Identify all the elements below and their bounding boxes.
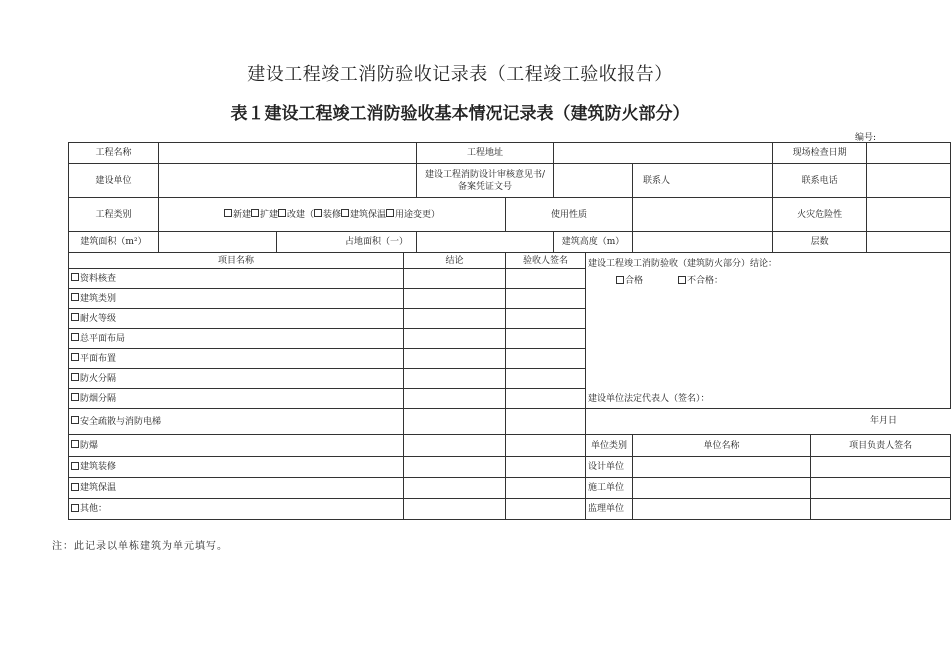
item-checkbox[interactable] bbox=[71, 440, 79, 448]
project-address-value[interactable] bbox=[554, 143, 773, 164]
building-height-value[interactable] bbox=[633, 232, 773, 253]
item-row bbox=[69, 309, 404, 329]
item-row bbox=[69, 435, 404, 457]
item-signature-cell[interactable] bbox=[506, 269, 586, 289]
item-signature-header: 验收人签名 bbox=[506, 253, 586, 269]
item-conclusion-cell[interactable] bbox=[404, 389, 506, 409]
item-row bbox=[69, 349, 404, 369]
use-nature-value[interactable] bbox=[633, 198, 773, 232]
insulation-checkbox[interactable] bbox=[341, 209, 349, 217]
item-checkbox[interactable] bbox=[71, 273, 79, 281]
item-name-header: 项目名称 bbox=[69, 253, 404, 269]
table-title: 表１建设工程竣工消防验收基本情况记录表（建筑防火部分） bbox=[230, 104, 690, 124]
item-signature-cell[interactable] bbox=[506, 457, 586, 478]
item-signature-cell[interactable] bbox=[506, 309, 586, 329]
item-conclusion-cell[interactable] bbox=[404, 369, 506, 389]
item-signature-cell[interactable] bbox=[506, 389, 586, 409]
decoration-option: 装修 bbox=[323, 209, 342, 220]
item-checkbox[interactable] bbox=[71, 483, 79, 491]
item-checkbox[interactable] bbox=[71, 373, 79, 381]
use-change-option: 用途变更） bbox=[395, 209, 441, 220]
item-row bbox=[69, 409, 404, 435]
construction-company-label: 施工单位 bbox=[586, 478, 633, 499]
unit-name-header: 单位名称 bbox=[633, 435, 811, 457]
item-conclusion-header: 结论 bbox=[404, 253, 506, 269]
item-row bbox=[69, 499, 404, 520]
item-checkbox[interactable] bbox=[71, 504, 79, 512]
item-label: 耐火等级 bbox=[80, 313, 117, 324]
acceptance-conclusion-block bbox=[586, 253, 951, 426]
pass-checkbox[interactable] bbox=[616, 276, 624, 284]
item-label: 建筑保温 bbox=[80, 483, 117, 493]
item-checkbox[interactable] bbox=[71, 416, 79, 424]
item-label: 资料核查 bbox=[80, 273, 117, 284]
fail-checkbox[interactable] bbox=[678, 276, 686, 284]
design-unit-label: 设计单位 bbox=[586, 457, 633, 478]
item-label: 防烟分隔 bbox=[80, 393, 117, 404]
construction-unit-label: 建设单位 bbox=[69, 164, 159, 198]
renovation-option: 改建（ bbox=[287, 209, 315, 220]
site-check-date-value[interactable] bbox=[867, 143, 951, 164]
item-label: 其他： bbox=[80, 504, 108, 514]
insulation-option: 建筑保温 bbox=[350, 209, 387, 220]
item-conclusion-cell[interactable] bbox=[404, 409, 506, 435]
item-checkbox[interactable] bbox=[71, 353, 79, 361]
fire-risk-value[interactable] bbox=[867, 198, 951, 232]
project-leader-signature-header: 项目负责人签名 bbox=[811, 435, 951, 457]
item-label: 建筑装修 bbox=[80, 462, 117, 472]
item-conclusion-cell[interactable] bbox=[404, 269, 506, 289]
item-conclusion-cell[interactable] bbox=[404, 457, 506, 478]
construction-company-name[interactable] bbox=[633, 478, 811, 499]
decoration-checkbox[interactable] bbox=[314, 209, 322, 217]
item-label: 平面布置 bbox=[80, 353, 117, 364]
project-type-label: 工程类别 bbox=[69, 198, 159, 232]
design-unit-name[interactable] bbox=[633, 457, 811, 478]
item-signature-cell[interactable] bbox=[506, 289, 586, 309]
acceptance-record-table bbox=[68, 142, 951, 520]
item-signature-cell[interactable] bbox=[506, 499, 586, 520]
expansion-checkbox[interactable] bbox=[251, 209, 259, 217]
item-row bbox=[69, 457, 404, 478]
item-label: 防爆 bbox=[80, 440, 99, 451]
item-signature-cell[interactable] bbox=[506, 435, 586, 457]
item-conclusion-cell[interactable] bbox=[404, 329, 506, 349]
item-row bbox=[69, 369, 404, 389]
item-signature-cell[interactable] bbox=[506, 329, 586, 349]
item-signature-cell[interactable] bbox=[506, 478, 586, 499]
item-checkbox[interactable] bbox=[71, 333, 79, 341]
item-row bbox=[69, 329, 404, 349]
item-conclusion-cell[interactable] bbox=[404, 478, 506, 499]
item-conclusion-cell[interactable] bbox=[404, 289, 506, 309]
project-name-value[interactable] bbox=[159, 143, 417, 164]
item-label: 安全疏散与消防电梯 bbox=[80, 416, 162, 427]
design-review-doc-label bbox=[417, 164, 554, 198]
construction-unit-value[interactable] bbox=[159, 164, 417, 198]
land-area-label: 占地面积（一） bbox=[277, 232, 417, 253]
item-row bbox=[69, 269, 404, 289]
conclusion-date: 年月日 bbox=[870, 416, 898, 426]
item-conclusion-cell[interactable] bbox=[404, 435, 506, 457]
use-change-checkbox[interactable] bbox=[386, 209, 394, 217]
item-signature-cell[interactable] bbox=[506, 369, 586, 389]
item-checkbox[interactable] bbox=[71, 313, 79, 321]
footnote: 注：此记录以单栋建筑为单元填写。 bbox=[52, 541, 228, 552]
supervision-unit-label: 监理单位 bbox=[586, 499, 633, 520]
building-area-value[interactable] bbox=[159, 232, 277, 253]
supervision-unit-name[interactable] bbox=[633, 499, 811, 520]
renovation-checkbox[interactable] bbox=[278, 209, 286, 217]
project-address-label: 工程地址 bbox=[417, 143, 554, 164]
expansion-option: 扩建 bbox=[259, 209, 278, 220]
legal-rep-signature-label: 建设单位法定代表人（签名）： bbox=[588, 394, 710, 404]
item-checkbox[interactable] bbox=[71, 393, 79, 401]
item-conclusion-cell[interactable] bbox=[404, 499, 506, 520]
fail-label: 不合格： bbox=[687, 276, 724, 286]
item-conclusion-cell[interactable] bbox=[404, 349, 506, 369]
fire-risk-label: 火灾危险性 bbox=[773, 198, 867, 232]
floors-label: 层数 bbox=[773, 232, 867, 253]
design-review-doc-line-2: 备案凭证文号 bbox=[458, 181, 513, 192]
new-build-checkbox[interactable] bbox=[224, 209, 232, 217]
building-area-label: 建筑面积（m²） bbox=[69, 232, 159, 253]
item-row bbox=[69, 289, 404, 309]
item-signature-cell[interactable] bbox=[506, 409, 586, 435]
site-check-date-label: 现场检查日期 bbox=[773, 143, 867, 164]
pass-label: 合格 bbox=[625, 276, 644, 286]
page-title: 建设工程竣工消防验收记录表（工程竣工验收报告） bbox=[247, 64, 673, 85]
contact-phone-label: 联系电话 bbox=[773, 164, 867, 198]
item-checkbox[interactable] bbox=[71, 462, 79, 470]
fail-option bbox=[678, 275, 723, 287]
design-review-doc-line-1: 建设工程消防设计审核意见书/ bbox=[425, 169, 546, 180]
pass-option bbox=[616, 275, 643, 287]
construction-company-signature[interactable] bbox=[811, 478, 951, 499]
item-checkbox[interactable] bbox=[71, 293, 79, 301]
building-height-label: 建筑高度（m） bbox=[554, 232, 633, 253]
unit-category-header: 单位类别 bbox=[586, 435, 633, 457]
serial-number-label: 编号: bbox=[855, 133, 877, 143]
supervision-unit-signature[interactable] bbox=[811, 499, 951, 520]
item-row bbox=[69, 389, 404, 409]
contact-person-label: 联系人 bbox=[633, 164, 773, 198]
new-build-option: 新建 bbox=[232, 209, 251, 220]
item-label: 建筑类别 bbox=[80, 293, 117, 304]
conclusion-label: 建设工程竣工消防验收（建筑防火部分）结论： bbox=[588, 259, 778, 269]
item-conclusion-cell[interactable] bbox=[404, 309, 506, 329]
contact-phone-value[interactable] bbox=[867, 164, 951, 198]
item-signature-cell[interactable] bbox=[506, 349, 586, 369]
project-type-options bbox=[159, 198, 506, 232]
item-label: 防火分隔 bbox=[80, 373, 117, 384]
use-nature-label: 使用性质 bbox=[506, 198, 633, 232]
design-review-doc-value[interactable] bbox=[554, 164, 633, 198]
project-name-label: 工程名称 bbox=[69, 143, 159, 164]
item-label: 总平面布局 bbox=[80, 333, 126, 344]
land-area-value[interactable] bbox=[417, 232, 554, 253]
floors-value[interactable] bbox=[867, 232, 951, 253]
item-row bbox=[69, 478, 404, 499]
design-unit-signature[interactable] bbox=[811, 457, 951, 478]
